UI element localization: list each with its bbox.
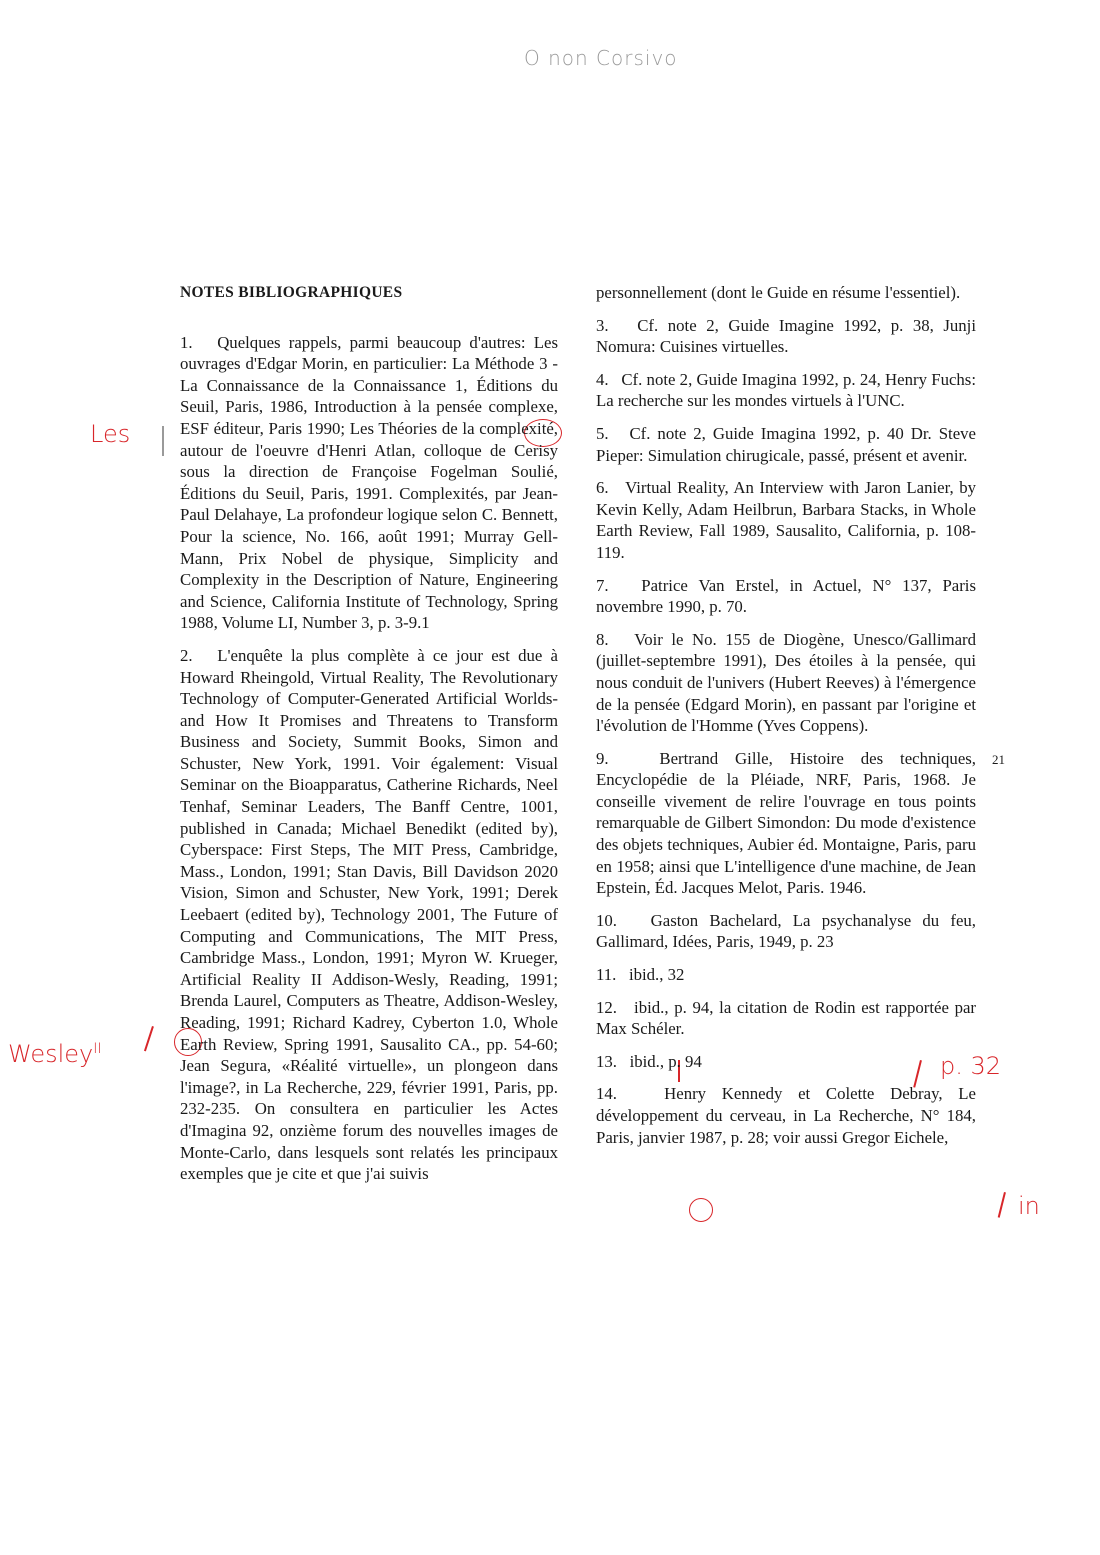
note-10 (596, 910, 976, 953)
note-text: L'enquête la plus complète à ce jour est due à Howard Rheingold, Virtual Reality, The Revolutionary Technology of Computer-Generated Artificial Worlds-and How It Promises and Threatens to Transform Business and Society, Summit Books, Simon and Schuster, New York, 1991. Voir également: Visual Seminar on the Bioapparatus, Catherine Richards, Neel Tenhaf, Seminar Leaders, The Banff Centre, 1001, published in Canada; Michael Benedikt (edited by), Cyberspace: First Steps, The MIT Press, Cambridge, Mass., London, 1991; Stan Davis, Bill Davidson 2020 Vision, Simon and Schuster, New York, 1991; Derek Leebaert (edited by), Technology 2001, The Future of Computing and Communications, The MIT Press, Cambridge Mass., London, 1991; Myron W. Krueger, Artificial Reality II Addison-Wesly, Reading, 1991; Brenda Laurel, Computers as Theatre, Addison-Wesley, Reading, 1991; Richard Kadrey, Cyberton 1.0, Whole Earth Review, Spring 1991, Sausalito CA., pp. 54-60; Jean Segura, «Réalité virtuelle», un plongeon dans l'image?, in La Recherche, 229, février 1991, Paris, pp. 232-235. On consultera en particulier les Actes d'Imagina 92, onzième forum des nouvelles images de Monte-Carlo, dans lesquels sont relatés les principaux exemples que je cite et que j'ai suivis (180, 645, 558, 1184)
note-number: 10. (596, 910, 617, 930)
note-5 (596, 423, 976, 466)
pencil-annotation: O non Corsivo (524, 46, 678, 70)
note-7 (596, 575, 976, 618)
section-heading: NOTES BIBLIOGRAPHIQUES (180, 284, 403, 301)
note-number: 6. (596, 478, 609, 498)
note-4 (596, 369, 976, 412)
note-text: ibid., 32 (628, 965, 685, 985)
wesley-text: Wesley (8, 1040, 94, 1068)
note-9 (596, 748, 976, 899)
left-column (180, 282, 558, 1196)
note-text: Virtual Reality, An Interview with Jaron Lanier, by Kevin Kelly, Adam Heilbrun, Barbara Stacks, in Whole Earth Review, Fall 1989, Sausalito, California, p. 108-119. (596, 478, 976, 562)
note-text: Bertrand Gille, Histoire des techniques, Encyclopédie de la Pléiade, NRF, Paris, 1968. Je conseille vivement de relire l'ouvrage en tous points remarquable de Gilbert Simondon: Du mode d'existence des objets techniques, Aubier éd. Montaigne, Paris, paru en 1958; ainsi que L'intelligence d'une machine, de Jean Epstein, Éd. Jacques Melot, Paris. 1946. (596, 748, 976, 898)
note-text: Quelques rappels, parmi beaucoup d'autres: Les ouvrages d'Edgar Morin, en particulier: La Méthode 3 - La Connaissance de la Connaissance 1, Éditions du Seuil, Paris, 1986, Introduction à la pensée complexe, ESF éditeur, Paris 1990; Les Théories de la complexité, autour de l'oeuvre d'Henri Atlan, colloque de Cerisy sous la direction de Françoise Fogelman Soulié, Éditions du Seuil, Paris, 1991. Complexités, par Jean-Paul Delahaye, La profondeur logique selon C. Bennett, Pour la science, No. 166, août 1991; Murray Gell-Mann, Prix Nobel de physique, Simplicity and Complexity in the Description of Nature, Engineering and Science, California Institute of Technology, Spring 1988, Volume LI, Number 3, p. 3-9.1 (180, 332, 559, 633)
note-number: 8. (596, 629, 609, 649)
note-text: Cf. note 2, Guide Imagine 1992, p. 38, Junji Nomura: Cuisines virtuelles. (596, 315, 976, 357)
note-number: 4. (596, 369, 609, 389)
note-number: 12. (596, 997, 617, 1017)
note-text: Henry Kennedy et Colette Debray, Le développement du cerveau, in La Recherche, N° 184, Paris, janvier 1987, p. 28; voir aussi Gregor Eichele, (596, 1084, 976, 1147)
note-number: 2. (180, 645, 193, 665)
note-number: 13. (596, 1051, 617, 1071)
note-number: 3. (596, 315, 609, 335)
margin-correction-in: in (1018, 1192, 1040, 1220)
note-2-continued (596, 282, 976, 304)
note-1 (180, 332, 558, 634)
note-text: Voir le No. 155 de Diogène, Unesco/Gallimard (juillet-septembre 1991), Des étoiles à la pensée, qui nous conduit de l'univers (Hubert Reeves) à l'émergence de la pensée (Edgard Morin), en passant par l'origine et l'évolution de l'Homme (Yves Coppens). (596, 629, 976, 736)
note-text: Gaston Bachelard, La psychanalyse du feu, Gallimard, Idées, Paris, 1949, p. 23 (596, 910, 976, 952)
note-text: ibid., p. 94, la citation de Rodin est rapportée par Max Schéler. (596, 997, 976, 1039)
margin-correction-wesley (8, 1040, 102, 1068)
note-number: 7. (596, 575, 609, 595)
margin-mark-les (162, 426, 164, 456)
correction-circle-in (689, 1198, 713, 1222)
page-number: 21 (992, 752, 1005, 767)
note-number: 14. (596, 1084, 617, 1104)
note-8 (596, 629, 976, 737)
note-6 (596, 477, 976, 563)
note-12 (596, 997, 976, 1040)
note-text: personnellement (dont le Guide en résume l'essentiel). (596, 283, 961, 302)
note-14 (596, 1083, 976, 1148)
note-number: 1. (180, 332, 193, 352)
note-text: Patrice Van Erstel, in Actuel, N° 137, Paris novembre 1990, p. 70. (596, 575, 977, 617)
margin-mark-wesley (144, 1026, 154, 1051)
note-number: 11. (596, 965, 617, 985)
note-3 (596, 315, 976, 358)
right-column (596, 282, 976, 1159)
note-text: Cf. note 2, Guide Imagina 1992, p. 40 Dr. Steve Pieper: Simulation chirugicale, passé, présent et avenir. (596, 423, 976, 465)
note-text: Cf. note 2, Guide Imagina 1992, p. 24, Henry Fuchs: La recherche sur les mondes virtuels à l'UNC. (596, 369, 976, 411)
wesley-superscript: II (93, 1041, 102, 1057)
note-text: ibid., p. 94 (629, 1051, 702, 1071)
margin-mark-in (998, 1192, 1006, 1218)
margin-correction-p32: p. 32 (940, 1052, 1002, 1080)
note-11 (596, 964, 976, 986)
note-13 (596, 1051, 976, 1073)
note-number: 9. (596, 748, 609, 768)
note-2 (180, 645, 558, 1185)
note-number: 5. (596, 423, 609, 443)
margin-correction-les: Les (90, 420, 131, 448)
